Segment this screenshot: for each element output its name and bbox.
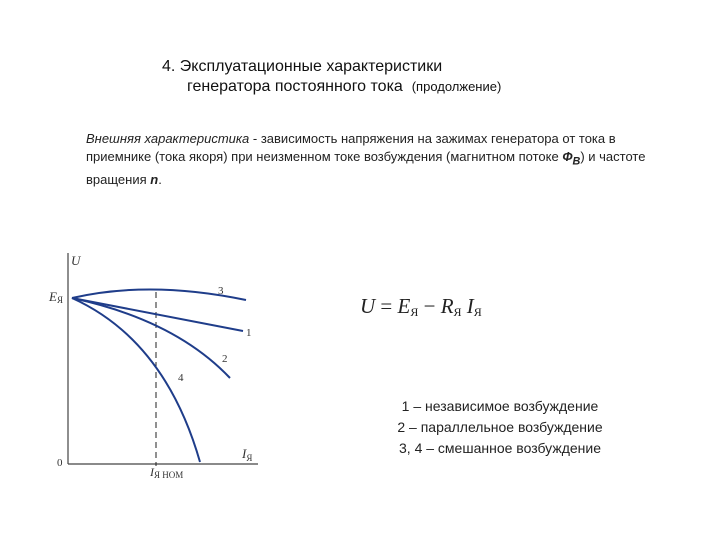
title-suffix: (продолжение) [411, 79, 502, 94]
rated-current-label: IЯ НОМ [150, 465, 184, 480]
flux-subscript: В [572, 155, 581, 168]
title-main: генератора постоянного тока [187, 78, 403, 95]
legend-item-3: 3, 4 – смешанное возбуждение [399, 440, 601, 456]
curve-1-label: 1 [246, 327, 252, 339]
definition-text-c: . [158, 171, 162, 187]
legend-item-1: 1 – независимое возбуждение [401, 398, 599, 414]
legend-item-2: 2 – параллельное возбуждение [397, 419, 603, 435]
y-axis-label: U [71, 253, 81, 268]
e-label: EЯ [49, 289, 63, 305]
speed-symbol: n [150, 171, 159, 187]
flux-symbol: $Ф_В$ [562, 149, 581, 168]
x-axis-label: $I_Я$ [242, 446, 253, 463]
origin-label: 0 [57, 457, 63, 469]
definition-text-b: ) и частоте вращения [86, 149, 646, 187]
curve-2-label: 2 [222, 353, 228, 365]
definition-text-a: - зависимость напряжения на зажимах генератора от тока в приемнике (тока якоря) при неизменном токе возбуждения (магнитном потоке [86, 131, 616, 164]
voltage-formula: $U = E_Я - R_Я$ $I_Я$ [360, 294, 482, 319]
definition-term: Внешняя характеристика [86, 131, 250, 146]
curve-4-label: 4 [178, 372, 184, 384]
title-line-1: 4. Эксплуатационные характеристики [162, 58, 443, 75]
curve-legend [350, 396, 650, 459]
curve-3-label: 3 [218, 285, 224, 297]
